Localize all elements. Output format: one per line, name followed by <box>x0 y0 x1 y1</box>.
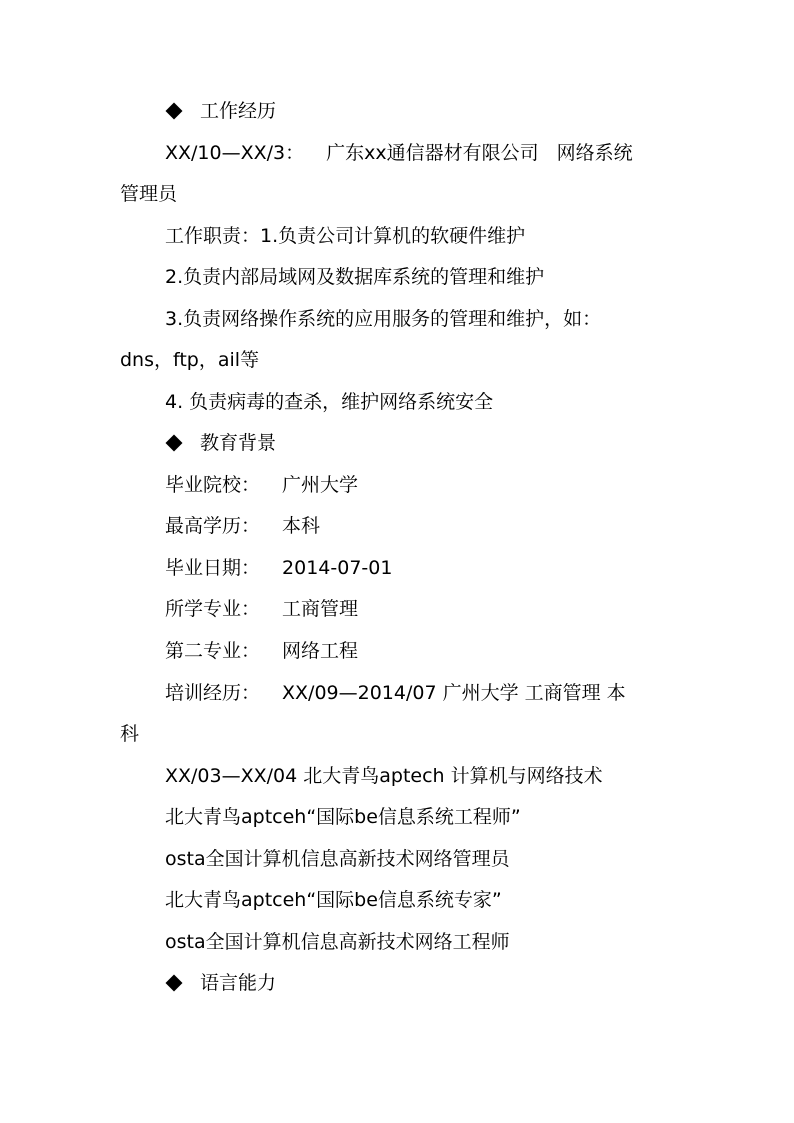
work-role-continued: 管理员 <box>120 183 178 205</box>
training-item-5: osta全国计算机信息高新技术网络工程师 <box>165 931 510 953</box>
degree-row <box>165 514 320 538</box>
grad-date-row <box>165 556 392 580</box>
diamond-bullet-icon <box>166 975 183 992</box>
work-duty-1: 工作职责：1.负责公司计算机的软硬件维护 <box>165 225 526 247</box>
degree-value: 本科 <box>282 515 321 537</box>
training-item-4: 北大青鸟aptceh“国际be信息系统专家” <box>165 889 502 911</box>
school-row <box>165 473 358 497</box>
language-heading <box>165 971 276 995</box>
diamond-bullet-icon <box>166 103 183 120</box>
work-duty-4: 4. 负责病毒的查杀，维护网络系统安全 <box>165 391 494 413</box>
school-value: 广州大学 <box>282 474 359 496</box>
training-first: XX/09—2014/07 广州大学 工商管理 本 <box>282 682 626 704</box>
work-heading <box>165 99 276 123</box>
degree-label: 最高学历： <box>165 515 261 537</box>
training-item-2: 北大青鸟aptceh“国际be信息系统工程师” <box>165 806 521 828</box>
diamond-bullet-icon <box>166 435 183 452</box>
training-first-continued: 科 <box>120 723 140 745</box>
school-label: 毕业院校： <box>165 474 261 496</box>
work-entry-line <box>165 141 633 165</box>
training-item-1: XX/03—XX/04 北大青鸟aptech 计算机与网络技术 <box>165 765 603 787</box>
work-duty-3-continued: dns，ftp，ail等 <box>120 349 260 371</box>
training-row <box>165 681 626 705</box>
work-role: 网络系统 <box>556 142 633 164</box>
second-major-row <box>165 639 358 663</box>
grad-date-label: 毕业日期： <box>165 557 261 579</box>
major-label: 所学专业： <box>165 598 261 620</box>
second-major-value: 网络工程 <box>282 640 359 662</box>
education-heading-text: 教育背景 <box>200 432 277 454</box>
grad-date-value: 2014-07-01 <box>282 557 393 579</box>
language-heading-text: 语言能力 <box>200 972 277 994</box>
major-value: 工商管理 <box>282 598 359 620</box>
work-heading-text: 工作经历 <box>200 100 277 122</box>
second-major-label: 第二专业： <box>165 640 261 662</box>
training-label: 培训经历： <box>165 682 261 704</box>
education-heading <box>165 431 276 455</box>
work-company: 广东xx通信器材有限公司 <box>326 142 539 164</box>
work-duty-3: 3.负责网络操作系统的应用服务的管理和维护，如： <box>165 308 602 330</box>
major-row <box>165 597 358 621</box>
work-period: XX/10—XX/3： <box>165 142 305 164</box>
training-item-3: osta全国计算机信息高新技术网络管理员 <box>165 848 510 870</box>
work-duty-2: 2.负责内部局域网及数据库系统的管理和维护 <box>165 266 545 288</box>
